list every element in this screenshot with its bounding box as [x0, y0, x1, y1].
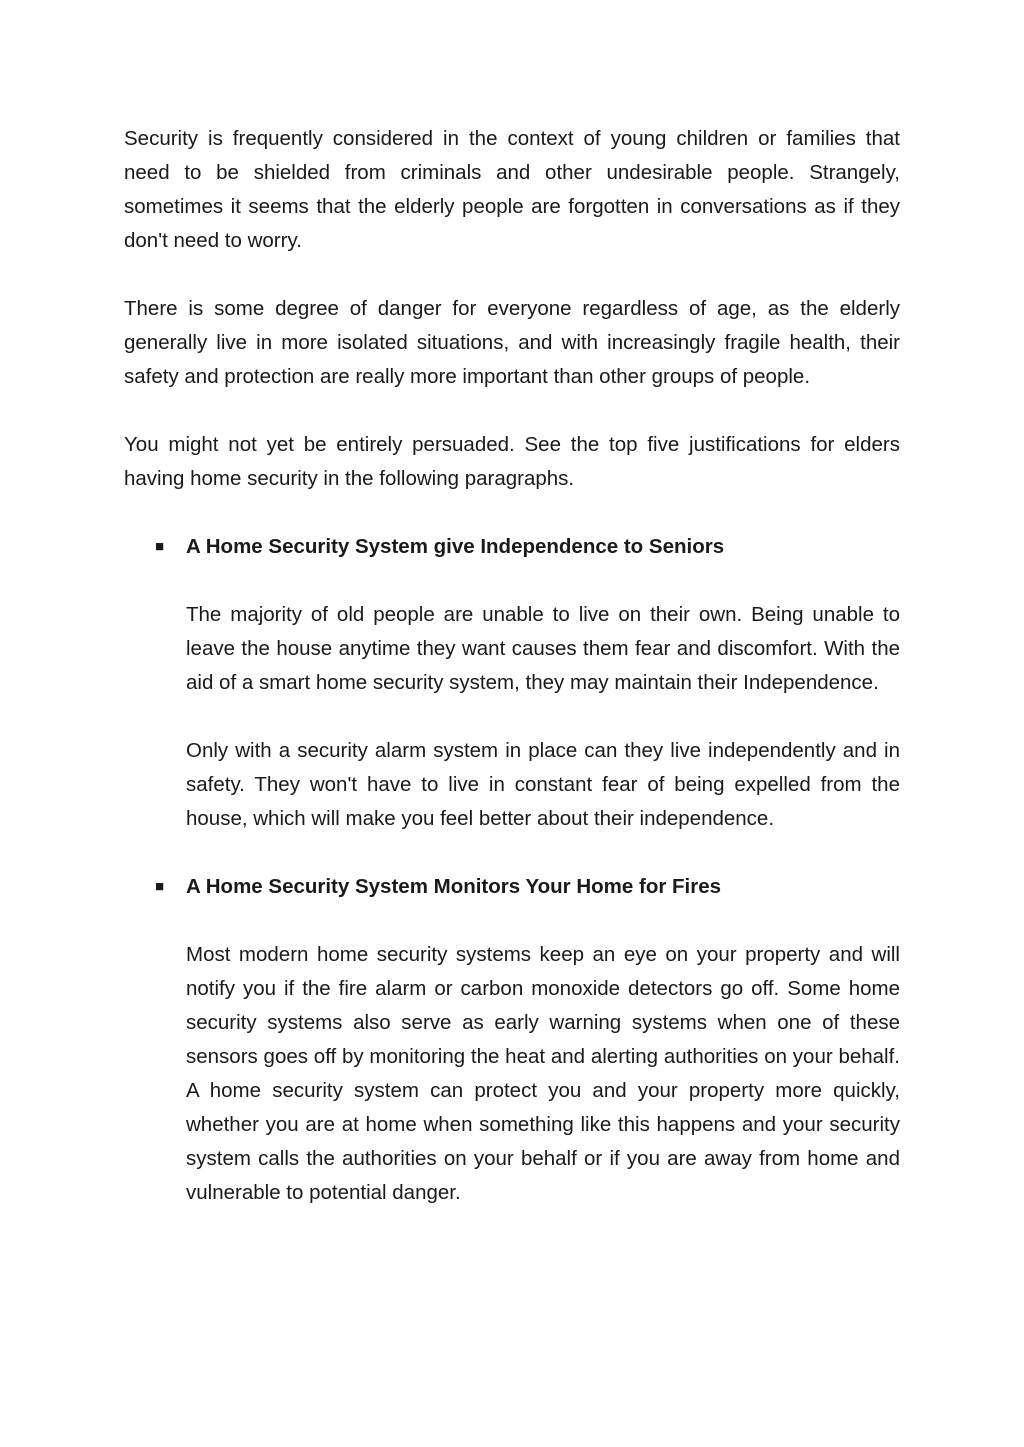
section-independence: [124, 530, 900, 836]
section-heading-text: A Home Security System give Independence to Seniors: [186, 535, 725, 558]
section-fires: [124, 870, 900, 1210]
intro-paragraph-3: You might not yet be entirely persuaded. See the top five justifications for elders having home security in the following paragraphs.: [124, 433, 900, 490]
intro-paragraph-2: There is some degree of danger for everyone regardless of age, as the elderly generally live in more isolated situations, and with increasingly fragile health, their safety and protection are really more important than other groups of people.: [124, 297, 900, 388]
section-body: [124, 938, 900, 1210]
section-paragraph: The majority of old people are unable to live on their own. Being unable to leave the house anytime they want causes them fear and discomfort. With the aid of a smart home security system, they may maintain their Independence.: [186, 603, 900, 694]
square-bullet-icon: ■: [155, 878, 165, 895]
section-heading: [124, 530, 900, 564]
square-bullet-icon: ■: [155, 538, 165, 555]
intro-paragraph-1: Security is frequently considered in the context of young children or families that need to be shielded from criminals and other undesirable people. Strangely, sometimes it seems that the elderly people are forgotten in conversations as if they don't need to worry.: [124, 127, 900, 252]
section-paragraph: Most modern home security systems keep an eye on your property and will notify you if the fire alarm or carbon monoxide detectors go off. Some home security systems also serve as early warning systems when one of these sensors goes off by monitoring the heat and alerting authorities on your behalf. A home security system can protect you and your property more quickly, whether you are at home when something like this happens and your security system calls the authorities on your behalf or if you are away from home and vulnerable to potential danger.: [186, 943, 900, 1204]
section-heading-text: A Home Security System Monitors Your Home for Fires: [186, 875, 722, 898]
document-page: [124, 122, 900, 1244]
section-paragraph: Only with a security alarm system in place can they live independently and in safety. They won't have to live in constant fear of being expelled from the house, which will make you feel better about their independence.: [186, 739, 900, 830]
section-heading: [124, 870, 900, 904]
section-body: [124, 598, 900, 836]
